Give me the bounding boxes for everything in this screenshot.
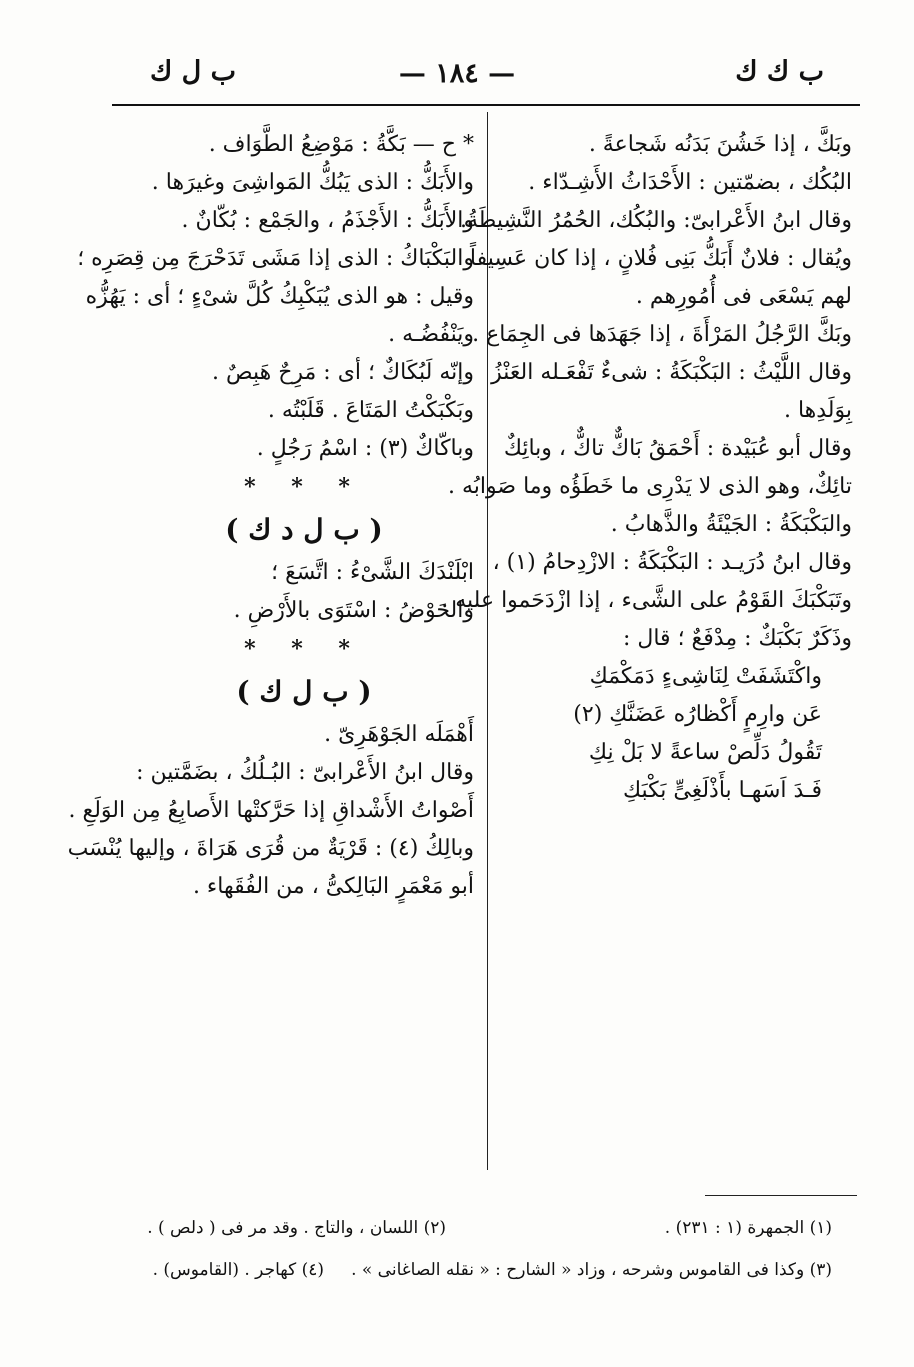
text-line: أبو مَعْمَرٍ البَالِكىُّ ، من الفُقَهاء . — [192, 874, 474, 899]
section-separator: * * * — [244, 474, 364, 500]
text-line: وبالِكُ (٤) : قَرْيَةٌ من قُرَى هَرَاةَ ، وإليها يُنْسَب — [67, 836, 474, 861]
text-line: وقال ابنُ الأَعْرابىّ: والبُكُك، الحُمُرُ النَّشِيطَةُ. — [460, 208, 852, 233]
text-line: والحَوْضُ : اسْتَوَى بالأَرْضِ . — [233, 598, 474, 623]
header-entry-left: ب ل ك — [150, 56, 237, 87]
text-line: ابْلَنْدَكَ الشَّىْءُ : اتَّسَعَ ؛ — [271, 560, 474, 585]
text-line: وبَكْبَكْتُ المَتَاعَ . قَلَبْتُه . — [267, 398, 474, 423]
text-line: * ح — بَكَّةُ : مَوْضِعُ الطَّوَاف . — [208, 132, 474, 157]
header-entry-right: ب ك ك — [735, 56, 824, 87]
verse-line: واكْتَشَفَتْ لِنَاشِىءٍ دَمَكْمَكِ — [589, 664, 822, 689]
text-line: وقال اللَّيْثُ : البَكْبَكَةُ : شىءٌ تَفْعَـله العَنْزُ — [491, 360, 852, 385]
text-line: وقال ابنُ دُرَيـد : البَكْبَكَةُ : الازْدِحامُ (١) ، — [492, 550, 852, 575]
text-line: أَصْواتُ الأَشْداقِ إذا حَرَّكتْها الأَصابِعُ مِن الوَلَعِ . — [68, 798, 474, 823]
header-rule — [112, 104, 860, 106]
text-line: وقال ابنُ الأَعْرابىّ : البُـلُكُ ، بضَمَّتين : — [136, 760, 474, 785]
text-line: والبَكْبَاكُ : الذى إذا مَشَى تَدَحْرَجَ مِن قِصَرِه ؛ — [77, 246, 474, 271]
text-line: ويُقال : فلانٌ أَبَكُّ بَنِى فُلانٍ ، إذا كان عَسِيفاً — [469, 246, 852, 271]
text-line: والأَبَكُّ : الأَجْذَمُ ، والجَمْع : بُكّانٌ . — [181, 208, 474, 233]
root-heading: ( ب ل د ك ) — [225, 513, 383, 546]
text-line: وقيل : هو الذى يُبَكْبِكُ كُلَّ شىْءٍ ؛ أى : يَهُزُّه — [85, 284, 474, 309]
footnote: (٤) كهاجر . (القاموس) . — [152, 1260, 324, 1280]
text-line: وبَكَّ الرَّجُلُ المَرْأَةَ ، إذا جَهَدَها فى الجِمَاع . — [472, 322, 852, 347]
text-line: وباكّاكٌ (٣) : اسْمُ رَجُلٍ . — [256, 436, 474, 461]
left-column — [67, 130, 474, 902]
text-line: البُكُك ، بضمّتين : الأَحْدَاثُ الأَشِـدّاء . — [528, 170, 852, 195]
footnote-rule — [705, 1195, 857, 1196]
text-line: بِوَلَدِها . — [783, 398, 852, 423]
text-line: أَهْمَلَه الجَوْهَرِىّ . — [324, 722, 474, 747]
footnote: (٣) وكذا فى القاموس وشرحه ، وزاد « الشارح : « نقله الصاغانى » . — [351, 1260, 832, 1280]
right-column — [441, 130, 852, 806]
page-number: — ١٨٤ — — [398, 58, 516, 89]
text-line: تائِكٌ، وهو الذى لا يَدْرِى ما خَطَؤُه وما صَوابُه . — [448, 474, 852, 499]
text-line: ويَنْفُضُـه . — [388, 322, 474, 347]
text-line: والأَبَكُّ : الذى يَبُكُّ المَواشِىَ وغيرَها . — [151, 170, 474, 195]
root-heading: ( ب ل ك ) — [236, 675, 372, 708]
footnote: (١) الجمهرة (١ : ٢٣١) . — [664, 1218, 832, 1238]
verse-line: فَـدَ اَسَهـا بأَذْلَغِىٍّ بَكْبَكِ — [622, 778, 822, 803]
text-line: وقال أبو عُبَيْدة : أَحْمَقُ بَاكٌّ تاكٌّ ، وبائِكٌ — [503, 436, 852, 461]
verse-line: تَقُولُ دَلِّصْ ساعةً لا بَلْ نِكِ — [588, 740, 822, 765]
text-line: لهم يَسْعَى فى أُمُورِهم . — [635, 284, 852, 309]
text-line: والبَكْبَكَةُ : الجَيْئَةُ والذَّهابُ . — [610, 512, 852, 537]
text-line: وإنّه لَبُكَاكٌ ؛ أى : مَرِحٌ هَبِصٌ . — [212, 360, 474, 385]
text-line: وذَكَرٌ بَكْبَكٌ : مِدْفَعٌ ؛ قال : — [622, 626, 852, 651]
verse-line: عَن وارِمٍ أَكْظارُه عَضَنَّكِ (٢) — [573, 702, 822, 727]
text-line: وتَبَكْبَكَ القَوْمُ على الشَّىء ، إذا ازْدَحَموا عليه . — [441, 588, 852, 613]
section-separator: * * * — [244, 636, 364, 662]
text-line: وبَكَّ ، إذا خَشُنَ بَدَنُه شَجاعةً . — [588, 132, 852, 157]
footnote: (٢) اللسان ، والتاج . وقد مر فى ( دلص ) . — [147, 1218, 446, 1238]
